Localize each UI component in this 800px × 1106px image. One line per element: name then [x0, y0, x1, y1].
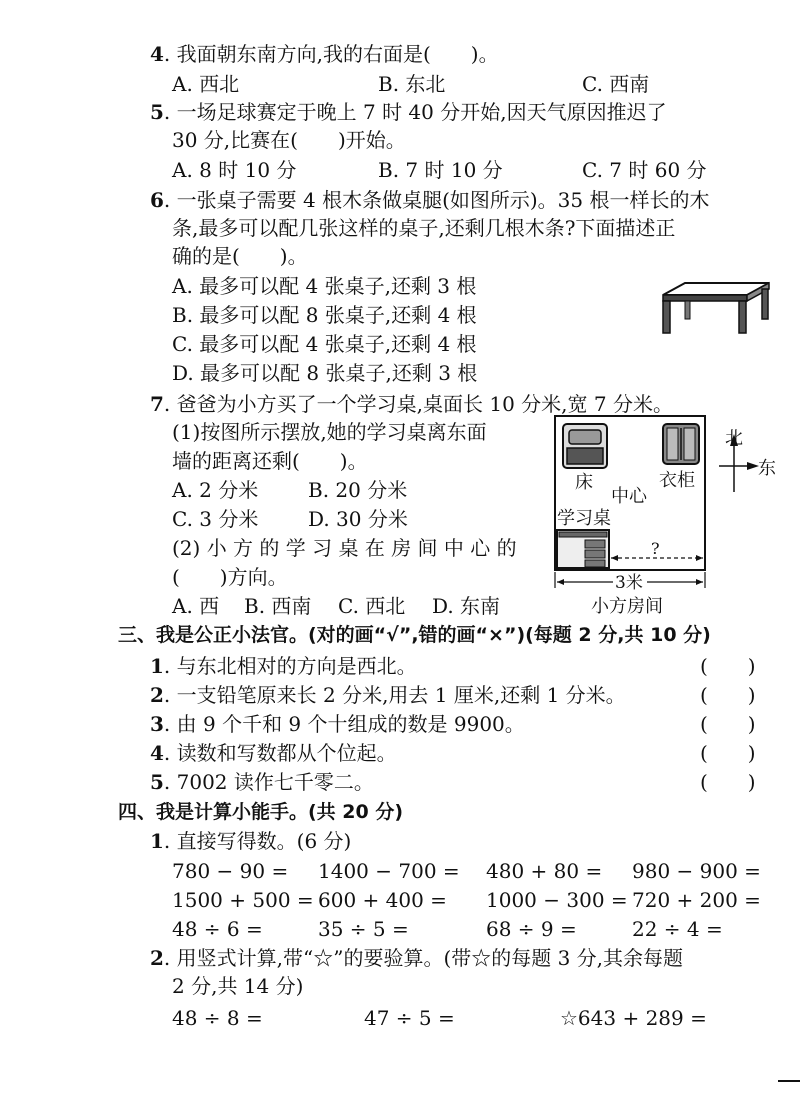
q7-part1-option-a[interactable]: A. 2 分米	[172, 478, 259, 502]
q7-part1-option-b[interactable]: B. 20 分米	[308, 478, 408, 502]
section3-answer-4[interactable]: ( )	[700, 741, 756, 765]
q7-part2-option-d[interactable]: D. 东南	[432, 594, 501, 618]
unknown-distance-label: ?	[651, 539, 660, 558]
bed-label: 床	[575, 472, 593, 493]
width-label: 3米	[615, 573, 643, 593]
q6-option-b[interactable]: B. 最多可以配 8 张桌子,还剩 4 根	[172, 303, 477, 327]
q7-part2-option-c[interactable]: C. 西北	[338, 594, 406, 618]
calc-r2-c1[interactable]: 1500 + 500 =	[172, 888, 314, 912]
section3-answer-1[interactable]: ( )	[700, 654, 756, 678]
q7-part2-option-b[interactable]: B. 西南	[244, 594, 312, 618]
q4-option-c[interactable]: C. 西南	[582, 72, 650, 96]
q7-part2-option-a[interactable]: A. 西	[172, 594, 220, 618]
calc-r1-c4[interactable]: 980 − 900 =	[632, 859, 761, 883]
section3-item-2: 2. 一支铅笔原来长 2 分米,用去 1 厘米,还剩 1 分米。	[150, 683, 626, 707]
q7-part1-line1: (1)按图所示摆放,她的学习桌离东面	[172, 420, 487, 444]
section3-answer-3[interactable]: ( )	[700, 712, 756, 736]
section4-part1-label: 1. 直接写得数。(6 分)	[150, 829, 352, 853]
q6-stem-line3: 确的是( )。	[172, 244, 308, 268]
section3-item-3: 3. 由 9 个千和 9 个十组成的数是 9900。	[150, 712, 525, 736]
q7-part2-line2: ( )方向。	[172, 565, 288, 589]
calc-r1-c1[interactable]: 780 − 90 =	[172, 859, 289, 883]
q6-option-d[interactable]: D. 最多可以配 8 张桌子,还剩 3 根	[172, 361, 478, 385]
q4-stem: 4. 我面朝东南方向,我的右面是( )。	[150, 42, 499, 66]
calc-r3-c1[interactable]: 48 ÷ 6 =	[172, 917, 263, 941]
east-label: 东	[758, 458, 776, 479]
q7-part1-option-d[interactable]: D. 30 分米	[308, 507, 408, 531]
calc-r3-c2[interactable]: 35 ÷ 5 =	[318, 917, 409, 941]
table-figure	[655, 277, 775, 337]
calc-r1-c3[interactable]: 480 + 80 =	[486, 859, 603, 883]
q5-stem-line2: 30 分,比赛在( )开始。	[172, 128, 406, 152]
bed-icon	[563, 424, 607, 468]
section3-title: 三、我是公正小法官。(对的画“√”,错的画“×”)(每题 2 分,共 10 分)	[118, 624, 711, 646]
section3-item-1: 1. 与东北相对的方向是西北。	[150, 654, 417, 678]
section3-item-5: 5. 7002 读作七千零二。	[150, 770, 374, 794]
section4-part2-line2: 2 分,共 14 分)	[172, 974, 304, 998]
calc-r2-c4[interactable]: 720 + 200 =	[632, 888, 761, 912]
calc-r3-c4[interactable]: 22 ÷ 4 =	[632, 917, 723, 941]
calc-r2-c2[interactable]: 600 + 400 =	[318, 888, 447, 912]
q5-stem-line1: 5. 一场足球赛定于晚上 7 时 40 分开始,因天气原因推迟了	[150, 100, 667, 124]
q7-part1-option-c[interactable]: C. 3 分米	[172, 507, 259, 531]
section3-item-4: 4. 读数和写数都从个位起。	[150, 741, 397, 765]
room-caption: 小方房间	[591, 596, 663, 617]
calc-r3-c3[interactable]: 68 ÷ 9 =	[486, 917, 577, 941]
q5-option-c[interactable]: C. 7 时 60 分	[582, 158, 707, 182]
center-label: 中心	[611, 486, 647, 507]
vertical-calc-2[interactable]: 47 ÷ 5 =	[364, 1006, 455, 1030]
page-edge-mark	[778, 1080, 800, 1082]
q6-option-c[interactable]: C. 最多可以配 4 张桌子,还剩 4 根	[172, 332, 477, 356]
q6-option-a[interactable]: A. 最多可以配 4 张桌子,还剩 3 根	[172, 274, 477, 298]
north-label: 北	[725, 428, 743, 449]
q6-stem-line1: 6. 一张桌子需要 4 根木条做桌腿(如图所示)。35 根一样长的木	[150, 188, 710, 212]
vertical-calc-3[interactable]: ☆643 + 289 =	[560, 1006, 707, 1030]
section3-answer-5[interactable]: ( )	[700, 770, 756, 794]
q7-stem: 7. 爸爸为小方买了一个学习桌,桌面长 10 分米,宽 7 分米。	[150, 392, 673, 416]
vertical-calc-1[interactable]: 48 ÷ 8 =	[172, 1006, 263, 1030]
desk-label: 学习桌	[557, 508, 611, 529]
q6-stem-line2: 条,最多可以配几张这样的桌子,还剩几根木条?下面描述正	[172, 216, 676, 240]
q5-option-a[interactable]: A. 8 时 10 分	[172, 158, 297, 182]
section3-answer-2[interactable]: ( )	[700, 683, 756, 707]
wardrobe-icon	[663, 424, 699, 464]
q7-part2-line1: (2) 小 方 的 学 习 桌 在 房 间 中 心 的	[172, 536, 517, 560]
calc-r2-c3[interactable]: 1000 − 300 =	[486, 888, 628, 912]
q4-option-a[interactable]: A. 西北	[172, 72, 240, 96]
room-figure	[545, 410, 785, 618]
q5-option-b[interactable]: B. 7 时 10 分	[378, 158, 503, 182]
wardrobe-label: 衣柜	[659, 470, 695, 491]
calc-r1-c2[interactable]: 1400 − 700 =	[318, 859, 460, 883]
section4-title: 四、我是计算小能手。(共 20 分)	[118, 801, 404, 823]
q4-option-b[interactable]: B. 东北	[378, 72, 446, 96]
desk-icon	[557, 530, 609, 568]
q7-part1-line2: 墙的距离还剩( )。	[172, 449, 368, 473]
section4-part2-line1: 2. 用竖式计算,带“☆”的要验算。(带☆的每题 3 分,其余每题	[150, 946, 684, 970]
